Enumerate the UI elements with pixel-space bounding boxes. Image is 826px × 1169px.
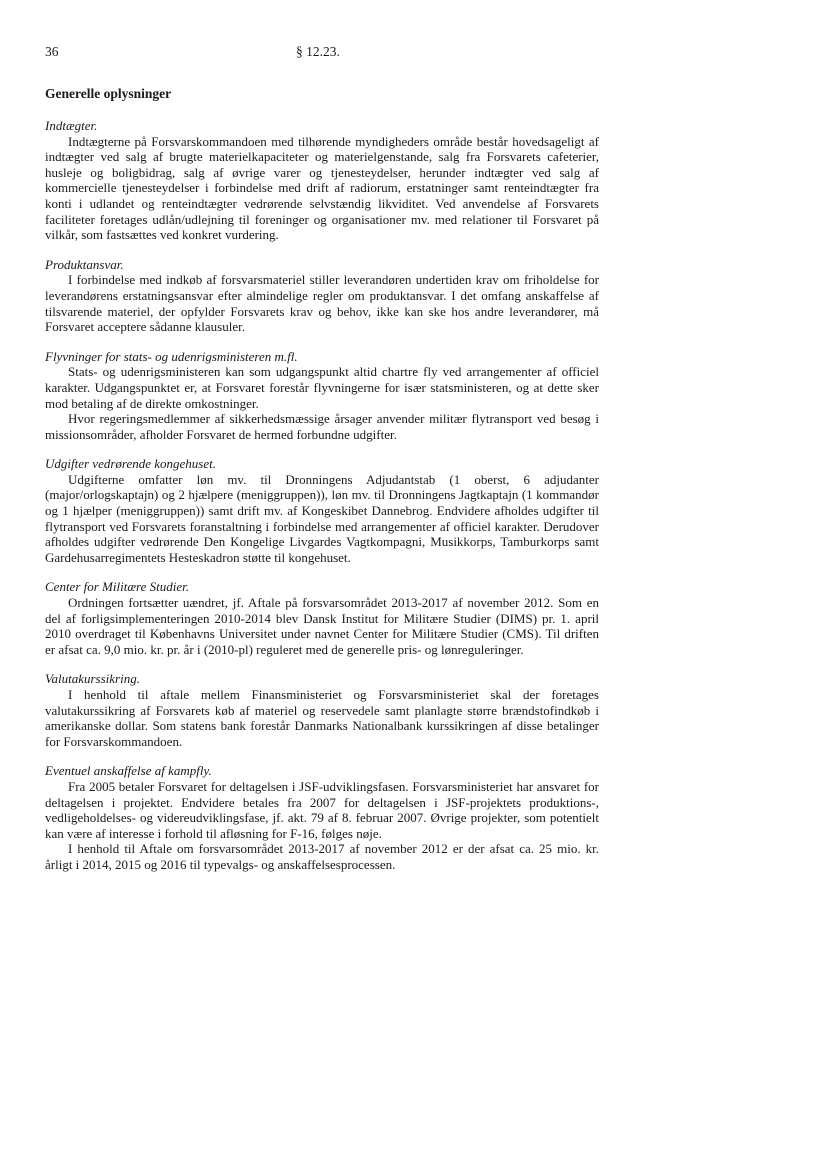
section-reference: § 12.23. [296, 44, 340, 59]
paragraph: Hvor regeringsmedlemmer af sikkerhedsmæssige årsager anvender militær flytransport ved besøg i missionsområder, afholder Forsvaret de hermed forbundne udgifter. [45, 411, 599, 442]
section-title: Indtægter. [45, 118, 98, 133]
section-title: Flyvninger for stats- og udenrigsministeren m.fl. [45, 348, 298, 364]
section-produktansvar [45, 257, 599, 335]
section-flyvninger [45, 349, 599, 443]
section-valutakurssikring [45, 671, 599, 749]
section-title: Udgifter vedrørende kongehuset. [45, 456, 216, 472]
document-body [45, 118, 599, 887]
paragraph: Stats- og udenrigsministeren kan som udgangspunkt altid chartre fly ved arrangementer af officiel karakter. Udgangspunktet er, at Forsvaret forestår flyvningerne for især statsministeren, og at dette sker mod betaling af de direkte omkostninger. [45, 364, 599, 411]
section-indtaegter [45, 118, 599, 243]
paragraph: I forbindelse med indkøb af forsvarsmateriel stiller leverandøren undertiden krav om friholdelse for leverandørens erstatningsansvar efter almindelige regler om produktansvar. I det omfang anskaffelse af tilsvarende materiel, der opfylder Forsvarets krav og behov, ikke kan ske hos andre leverandører, må Forsvaret acceptere sådanne klausuler. [45, 272, 599, 335]
paragraph: Ordningen fortsætter uændret, jf. Aftale på forsvarsområdet 2013-2017 af november 2012. Som en del af forligsimplementeringen 2010-2014 blev Dansk Institut for Militære Studier (DIMS) pr. 1. april 2010 overdraget til Københavns Universitet under navnet Center for Militære Studier (CMS). Til driften er afsat ca. 9,0 mio. kr. pr. år i (2010-pl) reguleret med de generelle pris- og lønreguleringer. [45, 595, 599, 657]
page-heading: Generelle oplysninger [45, 86, 172, 101]
section-militaere-studier [45, 579, 599, 657]
paragraph: I henhold til aftale mellem Finansministeriet og Forsvarsministeriet skal der foretages valutakurssikring af Forsvarets køb af materiel og reservedele samt planlagte større brændstofindkøb i amerikanske dollar. Som statens bank forestår Danmarks Nationalbank kurssikringen af disse betalinger for Forsvarskommandoen. [45, 687, 599, 749]
paragraph: Fra 2005 betaler Forsvaret for deltagelsen i JSF-udviklingsfasen. Forsvarsministeriet har ansvaret for deltagelsen i projektet. Endvidere betales fra 2007 for deltagelsen i JSF-projektets produktions-, vedligeholdelses- og videreudviklingsfase, jf. akt. 79 af 8. februar 2007. Øvrige projekter, som potentielt kan være af interesse i forhold til afløsning for F-16, følges nøje. [45, 778, 599, 841]
page-number: 36 [45, 44, 59, 59]
section-title: Produktansvar. [45, 256, 124, 272]
paragraph: Udgifterne omfatter løn mv. til Dronningens Adjudantstab (1 oberst, 6 adjudanter (major/orlogskaptajn) og 2 hjælpere (meniggruppen)), løn mv. til Dronningens Jagtkaptajn (1 kommandør og 1 hjælper (meniggruppen)) samt drift mv. af Kongeskibet Dannebrog. Endvidere afholdes udgifter til flytransport ved Forsvarets foranstaltning i forbindelse med arrangementer af officiel karakter. Derudover afholdes udgifter vedrørende Den Kongelige Livgardes Vagtkompagni, Musikkorps, Tamburkorps samt Gardehusarregimentets Hesteskadron støtte til kongehuset. [45, 471, 599, 565]
paragraph: Indtægterne på Forsvarskommandoen med tilhørende myndigheders område består hovedsageligt af indtægter ved salg af brugte materielkapaciteter og materielgenstande, salg fra Forsvarets cafeterier, husleje og boligbidrag, salg af øvrige varer og tjenesteydelser, herunder indtægter ved salg af kommercielle tjenesteydelser i forbindelse med drift af radiorum, erstatninger samt renteindtægter fra konti i udlandet og renteindtægter vedrørende selvstændig likviditet. Ved anvendelse af Forsvarets faciliteter foretages udlån/udlejning til foreninger og organisationer mv. med relationer til Forsvaret på vilkår, som fastsættes ved konkret vurdering. [45, 133, 599, 243]
paragraph: I henhold til Aftale om forsvarsområdet 2013-2017 af november 2012 er der afsat ca. 25 mio. kr. årligt i 2014, 2015 og 2016 til typevalgs- og anskaffelsesprocessen. [45, 841, 599, 872]
section-kampfly [45, 763, 599, 872]
section-title: Eventuel anskaffelse af kampfly. [45, 763, 212, 779]
section-kongehuset [45, 456, 599, 565]
section-title: Center for Militære Studier. [45, 579, 189, 595]
section-title: Valutakurssikring. [45, 671, 140, 687]
